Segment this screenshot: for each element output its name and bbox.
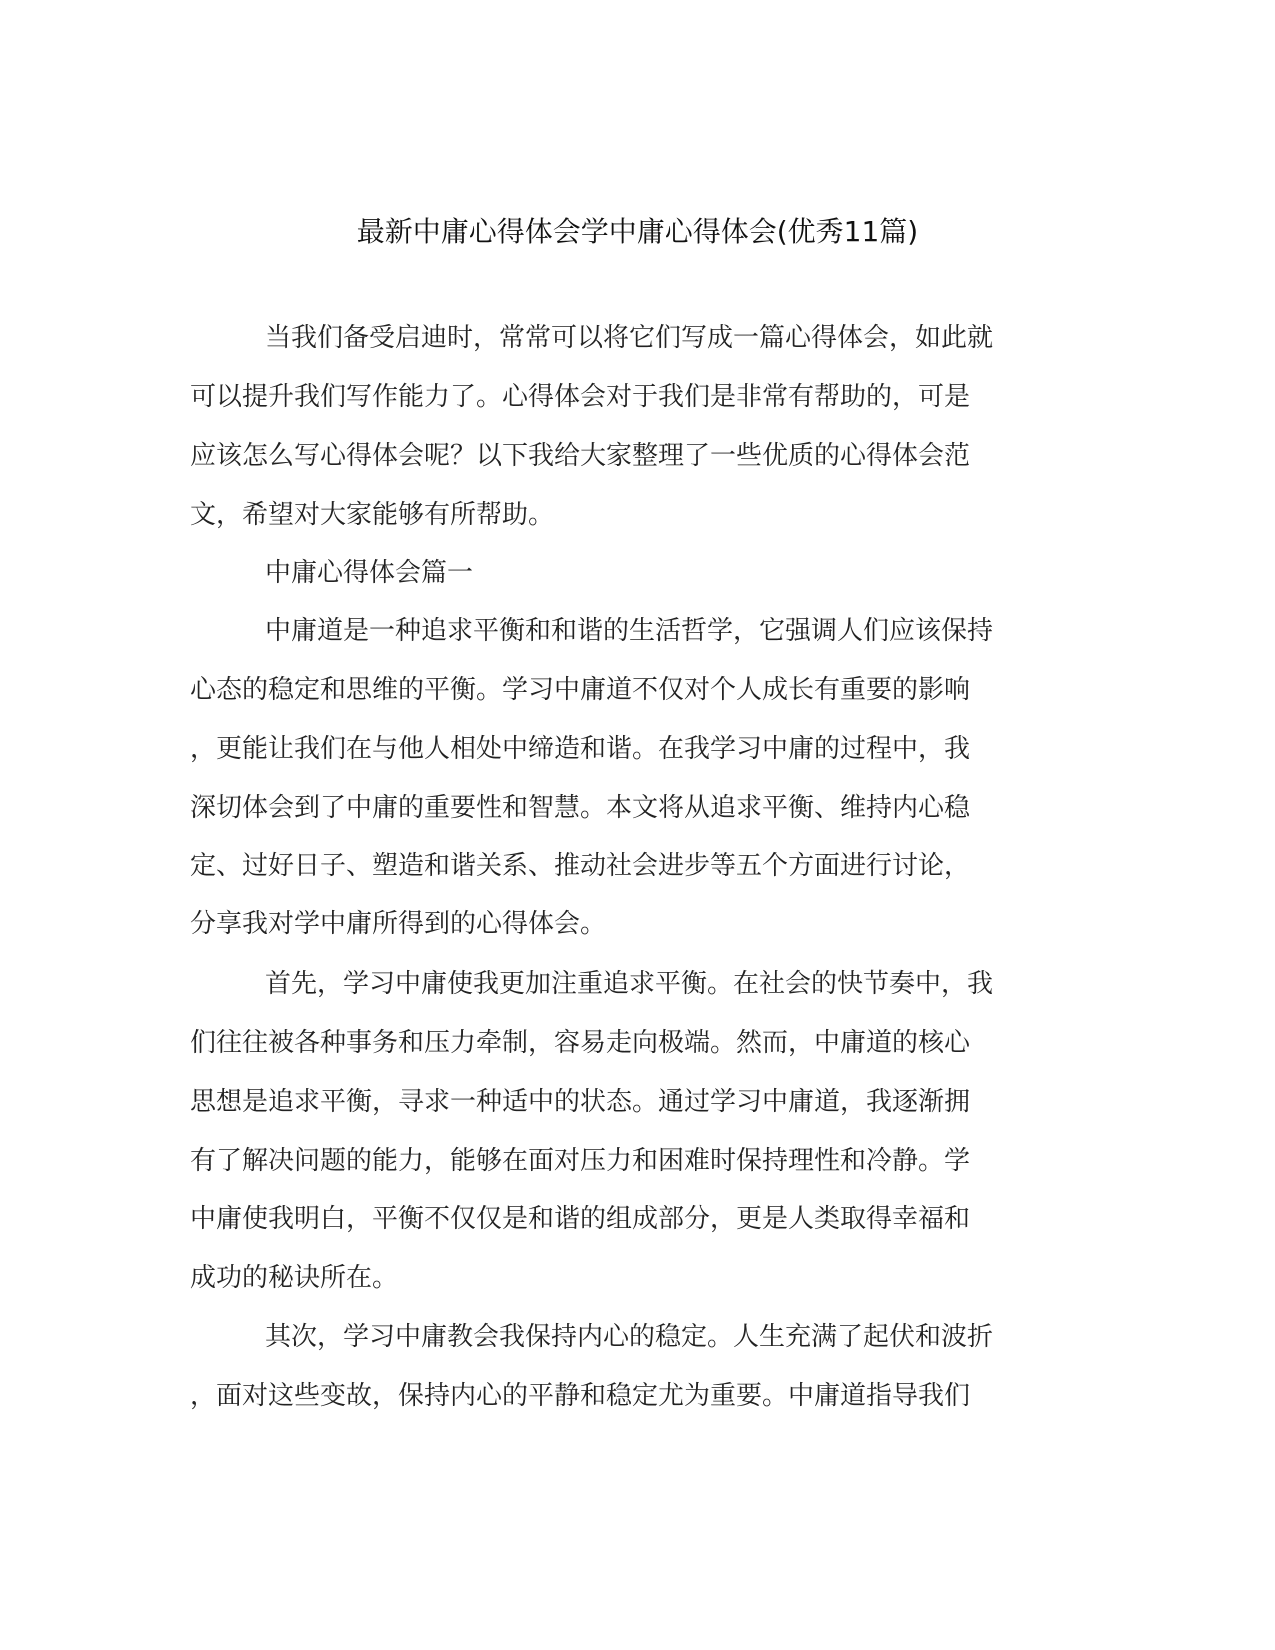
text-line: 们往往被各种事务和压力牵制，容易走向极端。然而，中庸道的核心 [190,1028,971,1058]
text-line: 首先，学习中庸使我更加注重追求平衡。在社会的快节奏中，我 [265,969,994,999]
text-line: 心态的稳定和思维的平衡。学习中庸道不仅对个人成长有重要的影响 [190,675,971,705]
text-line: 定、过好日子、塑造和谐关系、推动社会进步等五个方面进行讨论， [190,851,971,881]
text-line: 应该怎么写心得体会呢？以下我给大家整理了一些优质的心得体会范 [190,441,971,471]
text-line: 有了解决问题的能力，能够在面对压力和困难时保持理性和冷静。学 [190,1146,971,1176]
text-line: 中庸使我明白，平衡不仅仅是和谐的组成部分，更是人类取得幸福和 [190,1204,971,1234]
section-heading: 中庸心得体会篇一 [265,558,474,588]
text-line: 中庸道是一种追求平衡和和谐的生活哲学，它强调人们应该保持 [265,616,994,646]
document-title: 最新中庸心得体会学中庸心得体会(优秀11篇) [356,215,919,248]
text-line: 当我们备受启迪时，常常可以将它们写成一篇心得体会，如此就 [265,323,994,353]
text-line: 其次，学习中庸教会我保持内心的稳定。人生充满了起伏和波折 [265,1322,994,1352]
text-line: 可以提升我们写作能力了。心得体会对于我们是非常有帮助的，可是 [190,382,971,412]
text-line: ，面对这些变故，保持内心的平静和稳定尤为重要。中庸道指导我们 [190,1381,971,1411]
text-line: ，更能让我们在与他人相处中缔造和谐。在我学习中庸的过程中，我 [190,734,971,764]
text-line: 思想是追求平衡，寻求一种适中的状态。通过学习中庸道，我逐渐拥 [190,1087,971,1117]
text-line: 文，希望对大家能够有所帮助。 [190,500,555,530]
text-line: 成功的秘诀所在。 [190,1263,399,1293]
text-line: 深切体会到了中庸的重要性和智慧。本文将从追求平衡、维持内心稳 [190,793,971,823]
text-line: 分享我对学中庸所得到的心得体会。 [190,909,607,939]
